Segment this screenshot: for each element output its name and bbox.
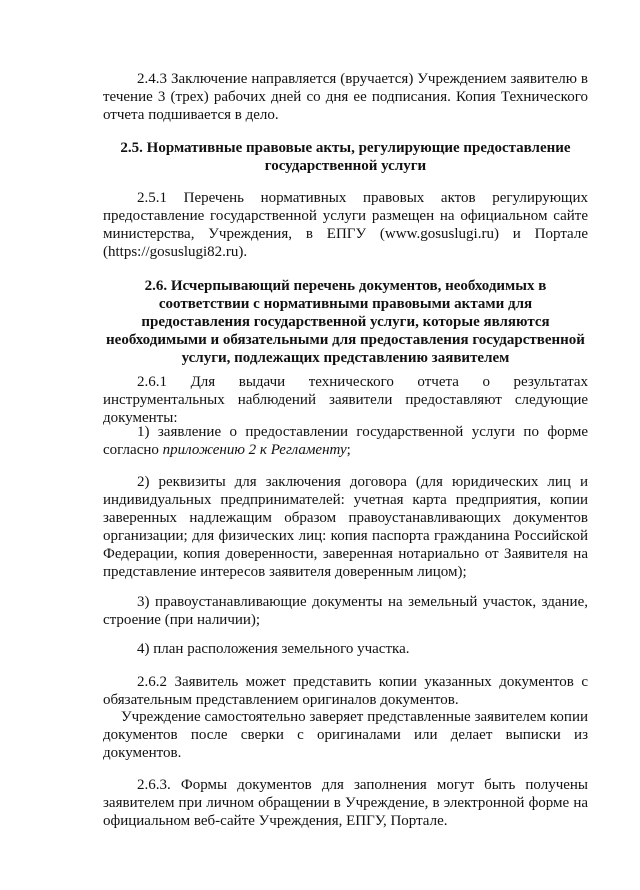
list-item-1-tail: ; xyxy=(346,442,351,458)
paragraph-2-6-2: 2.6.2 Заявитель может представить копии указанных документов с обязательным представлением оригиналов документов. xyxy=(103,674,588,708)
list-item-3: 3) правоустанавливающие документы на земельный участок, здание, строение (при наличии); xyxy=(103,594,588,628)
paragraph-2-5-1: 2.5.1 Перечень нормативных правовых актов регулирующих предоставление государственной услуги размещен на официальном сайте министерства, Учреждения, в ЕПГУ (www.gosuslugi.ru) и Портале (https://gosuslugi82.ru). xyxy=(103,190,588,260)
paragraph-2-4-3: 2.4.3 Заключение направляется (вручается) Учреждением заявителю в течение 3 (трех) рабочих дней со дня ее подписания. Копия Технического отчета подшивается в дело. xyxy=(103,71,588,123)
list-item-1-text: 1) заявление о предоставлении государственной услуги по форме согласно xyxy=(103,424,588,458)
appendix-reference: приложению 2 к Регламенту xyxy=(162,442,347,458)
heading-2-6: 2.6. Исчерпывающий перечень документов, необходимых в соответствии с нормативными правовыми актами для предоставления государственной услуги, которые являются необходимыми и обязательными для предоставления государственной услуги, подлежащих представлению заявителем xyxy=(106,278,585,366)
heading-2-5: 2.5. Нормативные правовые акты, регулирующие предоставление государственной услуги xyxy=(120,140,571,174)
paragraph-2-6-1: 2.6.1 Для выдачи технического отчета о результатах инструментальных наблюдений заявители предоставляют следующие документы: xyxy=(103,374,588,426)
list-item-2: 2) реквизиты для заключения договора (для юридических лиц и индивидуальных предпринимателей: учетная карта предприятия, копии заверенных надлежащим образом правоустанавливающих документов организации; для физических лиц: копия паспорта гражданина Российской Федерации, копия доверенности, заверенная нотариально от Заявителя на представление интересов заявителя доверенным лицом); xyxy=(103,474,588,580)
paragraph-2-6-3: 2.6.3. Формы документов для заполнения могут быть получены заявителем при личном обращении в Учреждение, в электронной форме на официальном веб-сайте Учреждения, ЕПГУ, Портале. xyxy=(103,777,588,829)
list-item-1 xyxy=(103,423,588,459)
list-item-4: 4) план расположения земельного участка. xyxy=(137,641,410,657)
paragraph-2-6-2-continuation: Учреждение самостоятельно заверяет представленные заявителем копии документов после сверки с оригиналами или делает выписки из документов. xyxy=(103,709,588,761)
